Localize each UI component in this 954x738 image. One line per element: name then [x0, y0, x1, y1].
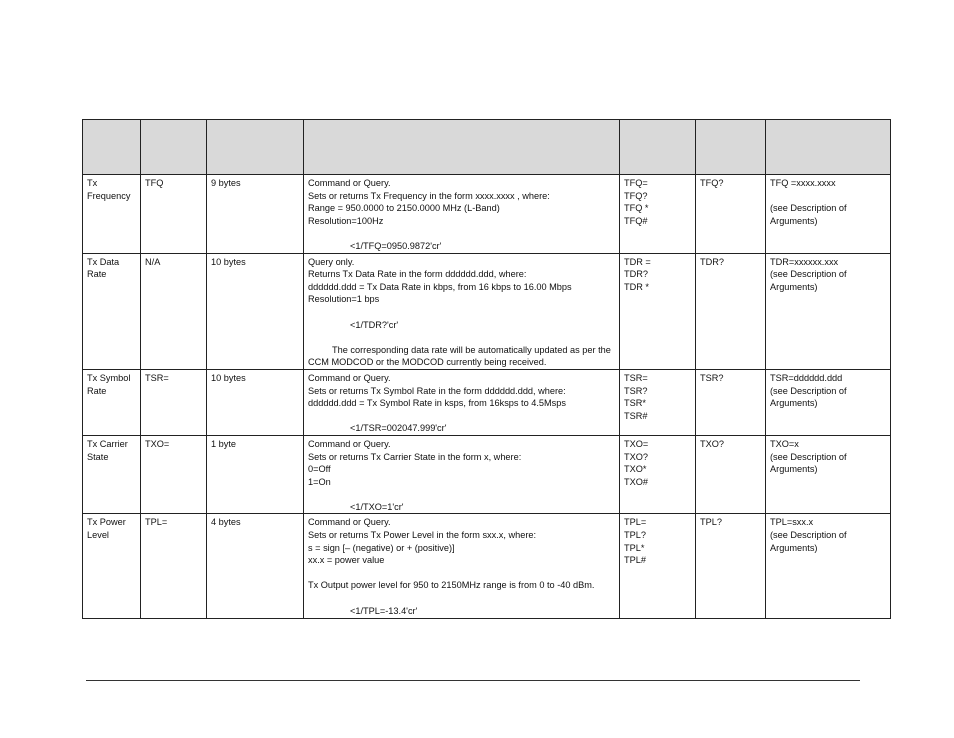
- parameter-name-line: Tx Symbol: [87, 372, 131, 383]
- description-line: Resolution=1 bps: [308, 294, 380, 305]
- description-line: Command or Query.: [308, 517, 391, 528]
- description-cell: [304, 435, 620, 514]
- response-to-command-cell: [620, 435, 696, 514]
- response-line: TPL=: [624, 517, 647, 528]
- response-line: TFQ#: [624, 215, 648, 226]
- description-line: [308, 567, 616, 580]
- query-response-line: Arguments): [770, 398, 818, 409]
- response-to-command-cell: [620, 175, 696, 254]
- header-response-to-query: [766, 120, 891, 175]
- description-line: [308, 488, 616, 501]
- parameter-name-cell: [83, 253, 141, 369]
- description-line: Range = 950.0000 to 2150.0000 MHz (L-Band): [308, 203, 500, 214]
- parameter-name-line: State: [87, 451, 109, 462]
- parameter-name-line: Frequency: [87, 190, 131, 201]
- description-line: Resolution=100Hz: [308, 215, 384, 226]
- query-response-line: Arguments): [770, 281, 818, 292]
- description-cell: [304, 253, 620, 369]
- parameter-name-cell: [83, 514, 141, 619]
- description-line: [308, 410, 616, 423]
- command-example: <1/TPL=-13.4'cr': [350, 605, 418, 616]
- description-line: dddddd.ddd = Tx Data Rate in kbps, from 16 kbps to 16.00 Mbps: [308, 281, 572, 292]
- description-line: Sets or returns Tx Frequency in the form xxxx.xxxx , where:: [308, 190, 550, 201]
- description-cell: [304, 369, 620, 435]
- command-example: <1/TSR=002047.999'cr': [350, 423, 447, 434]
- header-arguments: [207, 120, 304, 175]
- response-to-query-cell: [766, 175, 891, 254]
- command-example: <1/TDR?'cr': [350, 319, 399, 330]
- response-to-command-cell: [620, 369, 696, 435]
- header-description: [304, 120, 620, 175]
- description-line: Query only.: [308, 256, 355, 267]
- parameter-name-line: Tx Data: [87, 256, 120, 267]
- query-cell: TSR?: [696, 369, 766, 435]
- parameter-name-cell: [83, 435, 141, 514]
- description-line: dddddd.ddd = Tx Symbol Rate in ksps, from 16ksps to 4.5Msps: [308, 398, 566, 409]
- description-cell: [304, 175, 620, 254]
- response-line: TFQ?: [624, 190, 648, 201]
- response-line: TPL*: [624, 542, 645, 553]
- query-response-line: Arguments): [770, 215, 818, 226]
- response-line: TPL?: [624, 530, 646, 541]
- command-cell: TFQ: [141, 175, 207, 254]
- parameter-name-line: Tx Carrier: [87, 438, 128, 449]
- command-cell: TXO=: [141, 435, 207, 514]
- query-response-line: TSR=dddddd.ddd: [770, 372, 843, 383]
- response-to-query-cell: [766, 514, 891, 619]
- response-line: TXO#: [624, 476, 648, 487]
- query-response-line: Arguments): [770, 542, 818, 553]
- response-line: TSR?: [624, 385, 648, 396]
- note-line: CCM MODCOD or the MODCOD currently being received.: [308, 357, 547, 368]
- command-table: [82, 119, 891, 619]
- parameter-name-line: Tx: [87, 178, 98, 188]
- query-response-line: (see Description of: [770, 530, 847, 541]
- response-line: TFQ *: [624, 203, 649, 214]
- description-line: 1=On: [308, 476, 331, 487]
- arguments-cell: 9 bytes: [207, 175, 304, 254]
- parameter-name-cell: [83, 369, 141, 435]
- table-row: [83, 175, 891, 254]
- query-response-line: TPL=sxx.x: [770, 517, 814, 528]
- response-line: TDR *: [624, 281, 650, 292]
- table-row: [83, 369, 891, 435]
- description-line: [308, 592, 616, 605]
- query-response-line: (see Description of: [770, 385, 847, 396]
- parameter-name-line: Rate: [87, 269, 107, 280]
- header-parameter: [83, 120, 141, 175]
- description-line: xx.x = power value: [308, 555, 385, 566]
- query-cell: TFQ?: [696, 175, 766, 254]
- spacer: [308, 331, 616, 344]
- response-line: TXO?: [624, 451, 648, 462]
- header-query: [696, 120, 766, 175]
- arguments-cell: 1 byte: [207, 435, 304, 514]
- response-line: TFQ=: [624, 178, 648, 188]
- query-response-line: (see Description of: [770, 451, 847, 462]
- response-to-query-cell: [766, 435, 891, 514]
- description-line: Command or Query.: [308, 438, 391, 449]
- table-row: [83, 435, 891, 514]
- description-line: Sets or returns Tx Power Level in the form sxx.x, where:: [308, 530, 537, 541]
- note-line: The corresponding data rate will be automatically updated as per the: [332, 344, 611, 355]
- response-line: TXO*: [624, 464, 647, 475]
- query-response-line: (see Description of: [770, 269, 847, 280]
- description-line: s = sign [– (negative) or + (positive)]: [308, 542, 455, 553]
- description-cell: [304, 514, 620, 619]
- response-line: TSR#: [624, 410, 648, 421]
- response-line: TSR=: [624, 372, 648, 383]
- response-to-command-cell: [620, 253, 696, 369]
- response-line: TXO=: [624, 438, 649, 449]
- parameter-name-line: Tx Power: [87, 517, 126, 528]
- description-line: Command or Query.: [308, 372, 391, 383]
- command-cell: TSR=: [141, 369, 207, 435]
- query-response-line: TFQ =xxxx.xxxx: [770, 178, 836, 188]
- query-response-line: TDR=xxxxxx.xxx: [770, 256, 839, 267]
- description-line: 0=Off: [308, 464, 331, 475]
- command-example: <1/TXO=1'cr': [350, 501, 404, 512]
- response-line: TDR =: [624, 256, 651, 267]
- command-cell: N/A: [141, 253, 207, 369]
- query-response-line: [770, 190, 887, 203]
- description-line: Sets or returns Tx Symbol Rate in the form dddddd.ddd, where:: [308, 385, 566, 396]
- command-cell: TPL=: [141, 514, 207, 619]
- response-to-query-cell: [766, 369, 891, 435]
- response-line: TDR?: [624, 269, 648, 280]
- query-response-line: TXO=x: [770, 438, 799, 449]
- command-example: <1/TFQ=0950.9872'cr': [350, 240, 442, 251]
- response-to-query-cell: [766, 253, 891, 369]
- query-cell: TXO?: [696, 435, 766, 514]
- footer-divider: [86, 680, 860, 681]
- arguments-cell: 10 bytes: [207, 253, 304, 369]
- table-header-row: [83, 120, 891, 175]
- parameter-name-line: Level: [87, 530, 109, 541]
- description-line: Returns Tx Data Rate in the form dddddd.ddd, where:: [308, 269, 527, 280]
- response-line: TSR*: [624, 398, 646, 409]
- parameter-name-cell: [83, 175, 141, 254]
- header-command: [141, 120, 207, 175]
- response-line: TPL#: [624, 555, 646, 566]
- table-row: [83, 514, 891, 619]
- header-response-to-command: [620, 120, 696, 175]
- query-response-line: Arguments): [770, 464, 818, 475]
- table-row: [83, 253, 891, 369]
- query-response-line: (see Description of: [770, 203, 847, 214]
- query-cell: TDR?: [696, 253, 766, 369]
- response-to-command-cell: [620, 514, 696, 619]
- query-cell: TPL?: [696, 514, 766, 619]
- description-line: [308, 227, 616, 240]
- description-line: Command or Query.: [308, 178, 391, 188]
- description-line: Sets or returns Tx Carrier State in the form x, where:: [308, 451, 522, 462]
- arguments-cell: 10 bytes: [207, 369, 304, 435]
- parameter-name-line: Rate: [87, 385, 107, 396]
- description-line: [308, 306, 616, 319]
- description-line: Tx Output power level for 950 to 2150MHz range is from 0 to -40 dBm.: [308, 580, 595, 591]
- arguments-cell: 4 bytes: [207, 514, 304, 619]
